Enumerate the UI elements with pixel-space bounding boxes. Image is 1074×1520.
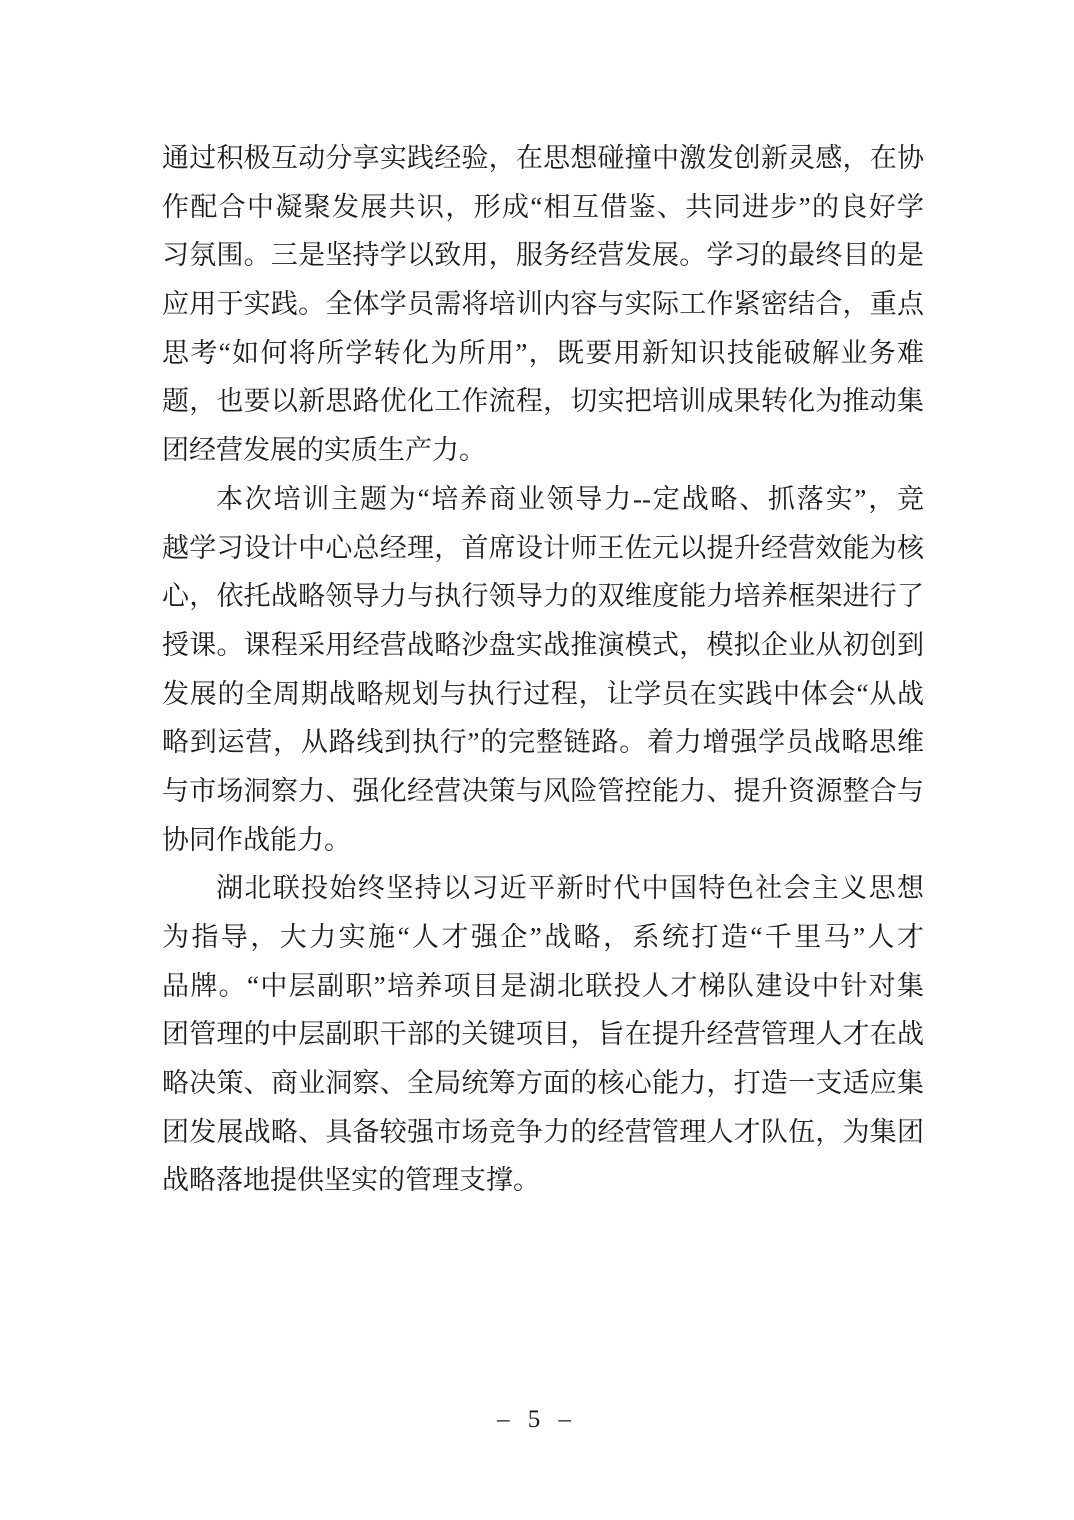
- text-line: 越学习设计中心总经理，首席设计师王佐元以提升经营效能为核: [162, 532, 924, 563]
- paragraph: [162, 864, 924, 1205]
- text-line: 略到运营，从路线到执行”的完整链路。着力增强学员战略思维: [162, 727, 924, 758]
- text-line: 题，也要以新思路优化工作流程，切实把培训成果转化为推动集: [162, 386, 924, 417]
- text-line: 协同作战能力。: [162, 824, 351, 855]
- text-line: 团经营发展的实质生产力。: [162, 435, 486, 466]
- text-line: 思考“如何将所学转化为所用”，既要用新知识技能破解业务难: [162, 337, 924, 368]
- text-line: 作配合中凝聚发展共识，形成“相互借鉴、共同进步”的良好学: [162, 191, 924, 222]
- text-line: 略决策、商业洞察、全局统筹方面的核心能力，打造一支适应集: [162, 1068, 924, 1099]
- document-body: [162, 134, 924, 1205]
- text-line: 本次培训主题为“培养商业领导力--定战略、抓落实”，竞: [216, 483, 924, 514]
- text-line: 湖北联投始终坚持以习近平新时代中国特色社会主义思想: [216, 873, 924, 904]
- text-line: 团管理的中层副职干部的关键项目，旨在提升经营管理人才在战: [162, 1019, 924, 1050]
- text-line: 通过积极互动分享实践经验，在思想碰撞中激发创新灵感，在协: [162, 143, 924, 173]
- text-line: 与市场洞察力、强化经营决策与风险管控能力、提升资源整合与: [162, 775, 924, 806]
- text-line: 品牌。“中层副职”培养项目是湖北联投人才梯队建设中针对集: [162, 970, 924, 1001]
- text-line: 发展的全周期战略规划与执行过程，让学员在实践中体会“从战: [162, 678, 924, 709]
- text-line: 授课。课程采用经营战略沙盘实战推演模式，模拟企业从初创到: [162, 629, 924, 660]
- paragraph: [162, 475, 924, 865]
- text-line: 习氛围。三是坚持学以致用，服务经营发展。学习的最终目的是: [162, 240, 924, 271]
- page-footer: [0, 1406, 1074, 1434]
- page-number: – 5 –: [497, 1406, 577, 1433]
- text-line: 心，依托战略领导力与执行领导力的双维度能力培养框架进行了: [162, 581, 924, 612]
- text-line: 战略落地提供坚实的管理支撑。: [162, 1165, 540, 1196]
- paragraph: [162, 134, 924, 475]
- text-line: 为指导，大力实施“人才强企”战略，系统打造“千里马”人才: [162, 922, 924, 952]
- text-line: 应用于实践。全体学员需将培训内容与实际工作紧密结合，重点: [162, 289, 924, 320]
- text-line: 团发展战略、具备较强市场竞争力的经营管理人才队伍，为集团: [162, 1116, 924, 1147]
